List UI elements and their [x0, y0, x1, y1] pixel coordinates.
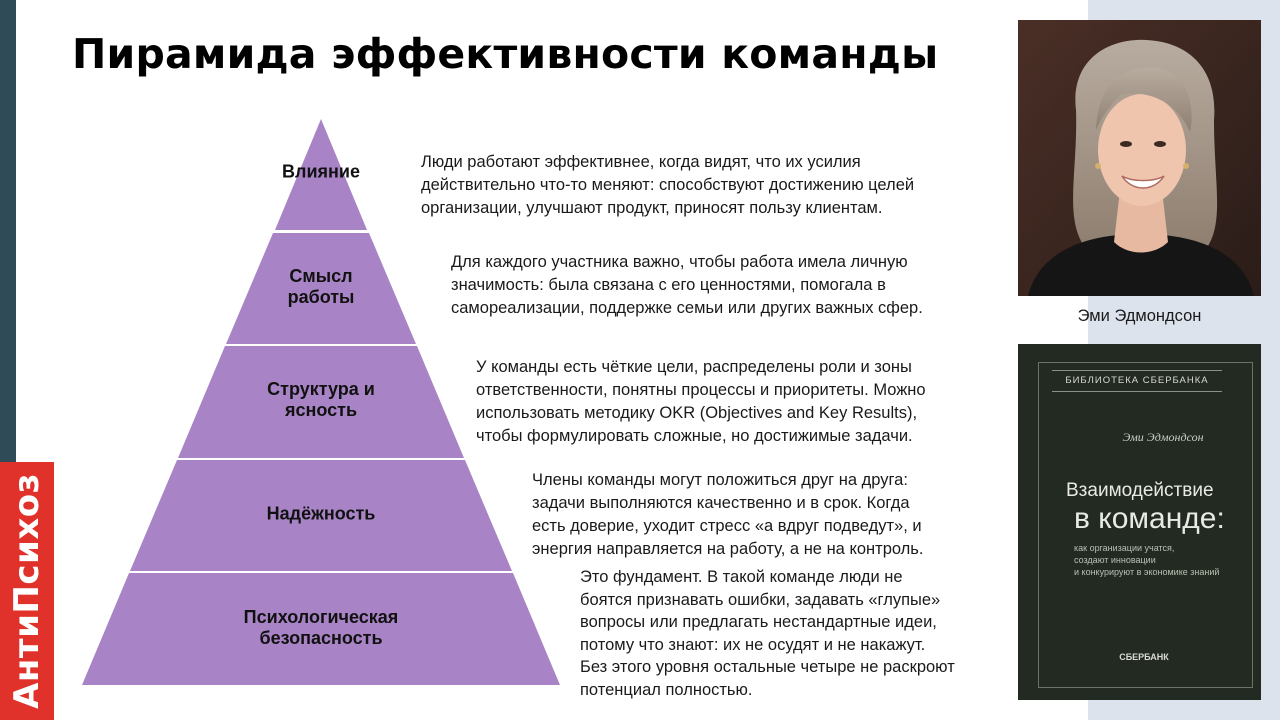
pyramid-label-influence: Влияние [282, 161, 360, 182]
slide-title: Пирамида эффективности команды [72, 30, 939, 78]
pyramid-label-meaning: Смысл работы [287, 266, 355, 307]
author-portrait-photo [1018, 20, 1261, 296]
book-title-line2: в команде: [1074, 502, 1225, 535]
book-cover [1018, 344, 1261, 700]
pyramid-label-safety: Психологическая безопасность [243, 607, 399, 648]
description-structure: У команды есть чёткие цели, распределены роли и зоны ответственности, понятны процессы и приоритеты. Можно использовать методику OKR (Objectives and Key Results), чтобы формулировать сложные, но достижимые задачи. [476, 358, 926, 445]
book-publisher-logo: СБЕРБАНК [1119, 652, 1169, 662]
brand-logo-text: АнтиПсихоз [7, 473, 47, 709]
description-reliability: Члены команды могут положиться друг на друга: задачи выполняются качественно и в срок. Когда есть доверие, уходит стресс «а вдруг подведут», и энергия направляется на работу, а не на контроль. [532, 471, 924, 558]
description-safety: Это фундамент. В такой команде люди не боятся признавать ошибки, задавать «глупые» вопросы или предлагать нестандартные идеи, потому что знают: их не осудят и не накажут. Без этого уровня остальные четыре не раскроют потенциал полностью. [580, 568, 955, 699]
book-subtitle: как организации учатся, создают инновации и конкурируют в экономике знаний [1074, 543, 1220, 577]
description-influence: Люди работают эффективнее, когда видят, что их усилия действительно что-то меняют: способствуют достижению целей организации, улучшают продукт, приносят пользу клиентам. [421, 153, 915, 217]
book-author: Эми Эдмондсон [1122, 430, 1204, 444]
book-title-line1: Взаимодействие [1066, 480, 1214, 501]
photo-caption: Эми Эдмондсон [1077, 307, 1202, 325]
pyramid-label-reliability: Надёжность [266, 503, 376, 524]
description-meaning: Для каждого участника важно, чтобы работа имела личную значимость: была связана с его ценностями, помогала в самореализации, поддержке семьи или других важных сфер. [451, 253, 923, 317]
book-series-label: БИБЛИОТЕКА СБЕРБАНКА [1052, 370, 1222, 392]
pyramid-label-structure: Структура и ясность [267, 379, 375, 420]
